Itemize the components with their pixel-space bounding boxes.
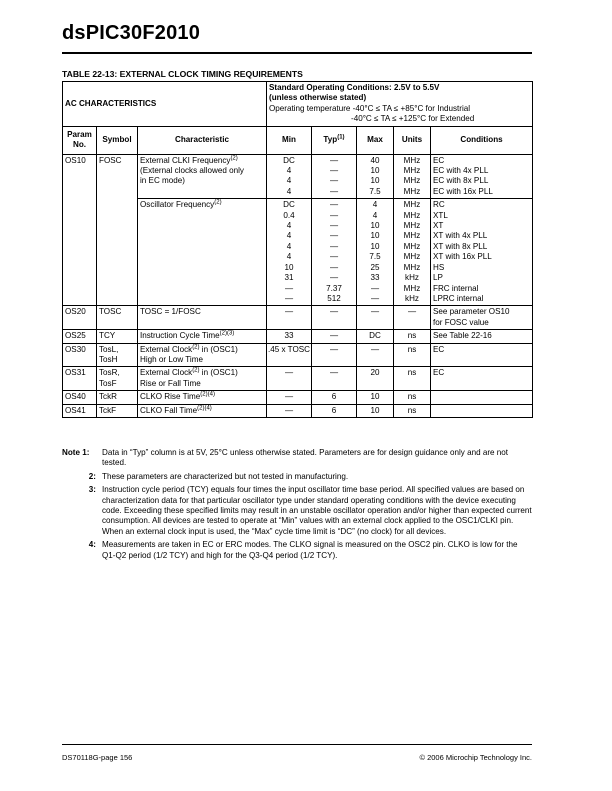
symbol-tckf: TckF bbox=[97, 404, 138, 417]
char-tcy: Instruction Cycle Time$^{(2)(3)}$ bbox=[138, 330, 267, 343]
table-caption: TABLE 22-13: EXTERNAL CLOCK TIMING REQUIREMENTS bbox=[62, 69, 303, 79]
table-row bbox=[63, 154, 533, 199]
standard-conditions bbox=[267, 82, 533, 127]
table-column-headers bbox=[63, 126, 533, 154]
ext-conditions: EC EC with 4x PLL EC with 8x PLL EC with 16x PLL bbox=[431, 154, 533, 199]
footer-page-id: DS70118G-page 156 bbox=[62, 753, 133, 762]
param-os20: OS20 bbox=[63, 306, 97, 330]
table-row: OS31 TosR, TosF External Clock$^{(2)}$ in (OSC1) Rise or Fall Time — — 20 ns EC bbox=[63, 367, 533, 391]
col-param: Param No. bbox=[63, 126, 97, 154]
std-conditions-line2: (unless otherwise stated) bbox=[269, 93, 367, 103]
col-typ: Typ$^{(1)}$ bbox=[312, 126, 357, 154]
table-row: OS30 TosL, TosH External Clock$^{(2)}$ in (OSC1) High or Low Time .45 x TOSC — — ns EC bbox=[63, 343, 533, 367]
table-row: OS25 TCY Instruction Cycle Time$^{(2)(3)}$ 33 — DC ns See Table 22-16 bbox=[63, 330, 533, 343]
std-conditions-line1: Standard Operating Conditions: 2.5V to 5.5V bbox=[269, 83, 440, 92]
ext-units: MHz MHz MHz MHz bbox=[394, 154, 431, 199]
ext-typ: — — — — bbox=[312, 154, 357, 199]
page-title: dsPIC30F2010 bbox=[62, 22, 201, 44]
symbol-tosc: TOSC bbox=[97, 306, 138, 330]
symbol-fosc: FOSC bbox=[97, 154, 138, 306]
symbol-tckr: TckR bbox=[97, 391, 138, 404]
col-conditions: Conditions bbox=[431, 126, 533, 154]
osc-min: DC 0.4 4 4 4 4 10 31 — — bbox=[267, 199, 312, 306]
note-1: Note 1: Data in “Typ” column is at 5V, 25°C unless otherwise stated. Parameters are for design guidance only and are not tested. bbox=[62, 448, 509, 468]
param-os41: OS41 bbox=[63, 404, 97, 417]
char-clko-fall: CLKO Fall Time$^{(2)(4)}$ bbox=[138, 404, 267, 417]
os20-conditions: See parameter OS10 for FOSC value bbox=[431, 306, 533, 330]
footer-copyright: © 2006 Microchip Technology Inc. bbox=[419, 753, 532, 762]
table-row: OS20 TOSC TOSC = 1/FOSC — — — — See parameter OS10 for FOSC value bbox=[63, 306, 533, 330]
char-ext-clki: External CLKI Frequency$^{(2)}$ (External clocks allowed only in EC mode) bbox=[138, 154, 267, 199]
char-clko-rise: CLKO Rise Time$^{(2)(4)}$ bbox=[138, 391, 267, 404]
char-tosc: TOSC = 1/FOSC bbox=[138, 306, 267, 330]
table-notes bbox=[62, 448, 532, 564]
table-row: OS40 TckR CLKO Rise Time$^{(2)(4)}$ — 6 10 ns bbox=[63, 391, 533, 404]
param-os40: OS40 bbox=[63, 391, 97, 404]
col-symbol: Symbol bbox=[97, 126, 138, 154]
ext-max: 40 10 10 7.5 bbox=[357, 154, 394, 199]
param-os30: OS30 bbox=[63, 343, 97, 367]
note-2: 2: These parameters are characterized but not tested in manufacturing. bbox=[88, 471, 349, 481]
param-os25: OS25 bbox=[63, 330, 97, 343]
symbol-tosr-tosf: TosR, TosF bbox=[97, 367, 138, 391]
footer-rule bbox=[62, 744, 532, 745]
char-osc-freq: Oscillator Frequency$^{(2)}$ bbox=[138, 199, 267, 306]
clock-timing-table bbox=[62, 81, 533, 418]
note-3: 3: Instruction cycle period (TCY) equals four times the input oscillator time base period. All specified values are based on characterization data for that particular oscillator type under standard operating conditions with the device executing code. Exceeding these specified limits may result in an unstable oscillator operation and/or higher than expected current consumption. All devices are tested to operate at “Min” values with an external clock applied to the OSC1/CLKI pin. When an external clock input is used, the “Max” cycle time limit is “DC” (no clock) for all devices. bbox=[88, 485, 532, 536]
col-min: Min bbox=[267, 126, 312, 154]
param-os31: OS31 bbox=[63, 367, 97, 391]
osc-max: 4 4 10 10 10 7.5 25 33 — — bbox=[357, 199, 394, 306]
std-conditions-line4: -40°C ≤ TA ≤ +125°C for Extended bbox=[351, 114, 475, 124]
param-os10: OS10 bbox=[63, 154, 97, 306]
header-rule bbox=[62, 52, 532, 54]
col-max: Max bbox=[357, 126, 394, 154]
char-ext-clock-hl: External Clock$^{(2)}$ in (OSC1) High or Low Time bbox=[138, 343, 267, 367]
ext-min: DC 4 4 4 bbox=[267, 154, 312, 199]
char-ext-clock-rf: External Clock$^{(2)}$ in (OSC1) Rise or Fall Time bbox=[138, 367, 267, 391]
symbol-tosl-tosh: TosL, TosH bbox=[97, 343, 138, 367]
col-units: Units bbox=[394, 126, 431, 154]
std-conditions-line3: Operating temperature -40°C ≤ TA ≤ +85°C for Industrial bbox=[269, 103, 471, 113]
table-header-conditions bbox=[63, 82, 533, 127]
note-4: 4: Measurements are taken in EC or ERC modes. The CLKO signal is measured on the OSC2 pin. CLKO is low for the Q1-Q2 period (1/2 TCY) and high for the Q3-Q4 period (1/2 TCY). bbox=[88, 540, 518, 560]
ac-characteristics-label: AC CHARACTERISTICS bbox=[63, 82, 267, 127]
col-characteristic: Characteristic bbox=[138, 126, 267, 154]
symbol-tcy: TCY bbox=[97, 330, 138, 343]
osc-conditions: RC XTL XT XT with 4x PLL XT with 8x PLL XT with 16x PLL HS LP FRC internal LPRC internal bbox=[431, 199, 533, 306]
table-row: OS41 TckF CLKO Fall Time$^{(2)(4)}$ — 6 10 ns bbox=[63, 404, 533, 417]
osc-units: MHz MHz MHz MHz MHz MHz MHz kHz MHz kHz bbox=[394, 199, 431, 306]
osc-typ: — — — — — — — — 7.37 512 bbox=[312, 199, 357, 306]
